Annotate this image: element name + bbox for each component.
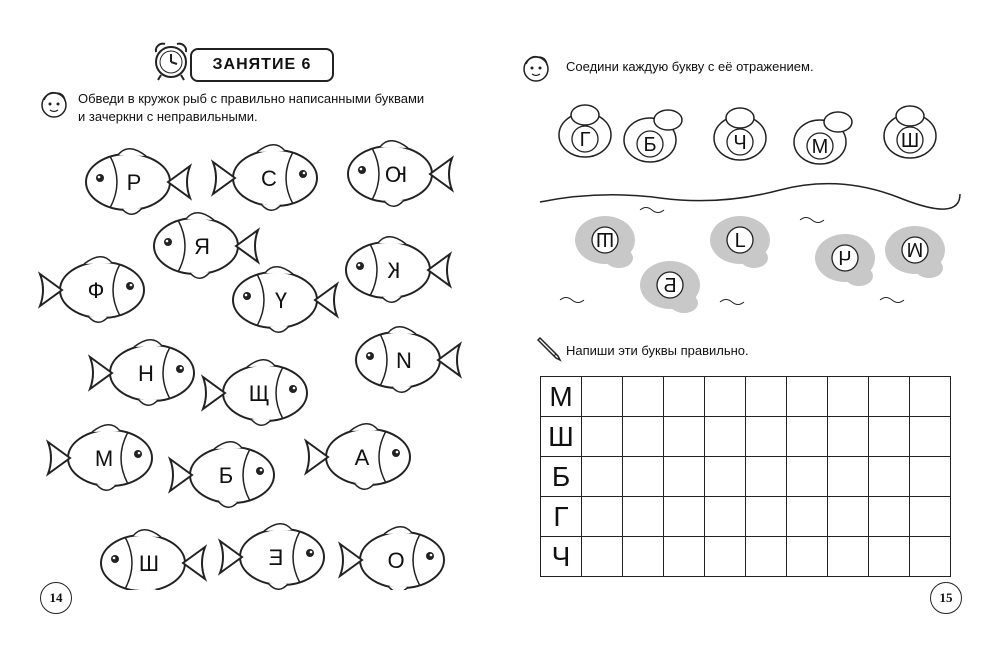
grid-cell[interactable] [869,537,910,577]
reflection-letter: Ш [595,228,615,250]
grid-cell[interactable] [582,537,623,577]
grid-cell[interactable] [910,537,951,577]
grid-cell[interactable] [664,417,705,457]
grid-cell[interactable] [787,537,828,577]
fish-area [0,130,500,590]
instruction-line2: и зачеркни с неправильными. [78,109,258,124]
grid-cell[interactable] [582,377,623,417]
grid-cell[interactable] [787,417,828,457]
reflection-letter: Г [734,228,746,250]
grid-cell[interactable] [910,497,951,537]
grid-cell[interactable] [787,457,828,497]
grid-cell[interactable] [910,457,951,497]
fish-letter: К [387,258,401,283]
grid-cell[interactable] [869,457,910,497]
child-face-icon [520,52,552,84]
grid-cell[interactable] [828,417,869,457]
grid-letter: Г [541,497,582,537]
fish-letter: О [387,548,405,573]
grid-cell[interactable] [623,537,664,577]
grid-cell[interactable] [746,537,787,577]
reflection-letter: М [906,238,924,260]
match-instruction: Соедини каждую букву с её отражением. [566,59,814,74]
grid-letter: М [541,377,582,417]
reflection-letter: Ч [838,248,852,270]
grid-cell[interactable] [623,417,664,457]
grid-cell[interactable] [664,457,705,497]
fish-letter: Н [138,361,154,386]
fish-letter: Р [126,170,142,195]
grid-cell[interactable] [910,417,951,457]
grid-cell[interactable] [787,497,828,537]
grid-cell[interactable] [869,417,910,457]
child-face-icon [38,88,70,120]
fish-letter: Ү [274,288,288,313]
grid-cell[interactable] [705,457,746,497]
fish-letter: Б [218,463,234,488]
grid-cell[interactable] [664,377,705,417]
grid-cell[interactable] [664,497,705,537]
grid-cell[interactable] [705,537,746,577]
grid-cell[interactable] [705,377,746,417]
writing-grid [540,376,951,577]
fish-letter: Щ [248,381,270,406]
grid-row [541,497,951,537]
ground-line [540,184,960,209]
grid-cell[interactable] [869,377,910,417]
fish-letter: А [354,445,370,470]
grid-cell[interactable] [582,497,623,537]
page-number: 14 [40,582,72,614]
grid-row [541,457,951,497]
grid-cell[interactable] [828,457,869,497]
grid-cell[interactable] [910,377,951,417]
fish-letter: Ю [384,162,408,187]
grid-cell[interactable] [746,457,787,497]
grid-cell[interactable] [664,537,705,577]
grid-cell[interactable] [623,497,664,537]
grid-cell[interactable] [787,377,828,417]
fish-letter: Ш [138,551,160,576]
reflection-letter: Б [663,275,677,297]
grid-letter: Ш [541,417,582,457]
grid-letter: Б [541,457,582,497]
lesson-title: ЗАНЯТИЕ 6 [190,48,334,82]
grid-cell[interactable] [705,417,746,457]
capybara-letter: Г [579,129,591,151]
grid-cell[interactable] [828,377,869,417]
grid-cell[interactable] [746,377,787,417]
fish-letter: Е [268,545,284,570]
grid-row [541,417,951,457]
grid-cell[interactable] [623,377,664,417]
fish-letter: Ф [87,278,105,303]
grid-cell[interactable] [869,497,910,537]
grid-cell[interactable] [705,497,746,537]
right-page [500,0,1000,656]
grid-cell[interactable] [582,417,623,457]
capybara-letter: М [811,136,829,158]
grid-letter: Ч [541,537,582,577]
grid-cell[interactable] [746,497,787,537]
fish-letter: R [194,234,210,259]
page-number: 15 [930,582,962,614]
fish-letter: С [261,166,277,191]
write-instruction: Напиши эти буквы правильно. [566,343,749,358]
grid-row [541,377,951,417]
capybara-letter: Б [643,134,657,156]
grid-cell[interactable] [828,537,869,577]
pencil-icon [534,334,564,364]
grid-cell[interactable] [828,497,869,537]
grid-cell[interactable] [623,457,664,497]
capybara-letter: Ш [900,130,920,152]
fish-letter: М [94,446,114,471]
fish-letter: N [396,348,412,373]
alarm-clock-icon [148,38,194,82]
instruction-line1: Обведи в кружок рыб с правильно написанными буквами [78,91,425,106]
grid-cell[interactable] [746,417,787,457]
capybara-letter: Ч [733,132,747,154]
grid-row [541,537,951,577]
capybara-scene [500,90,1000,330]
grid-cell[interactable] [582,457,623,497]
